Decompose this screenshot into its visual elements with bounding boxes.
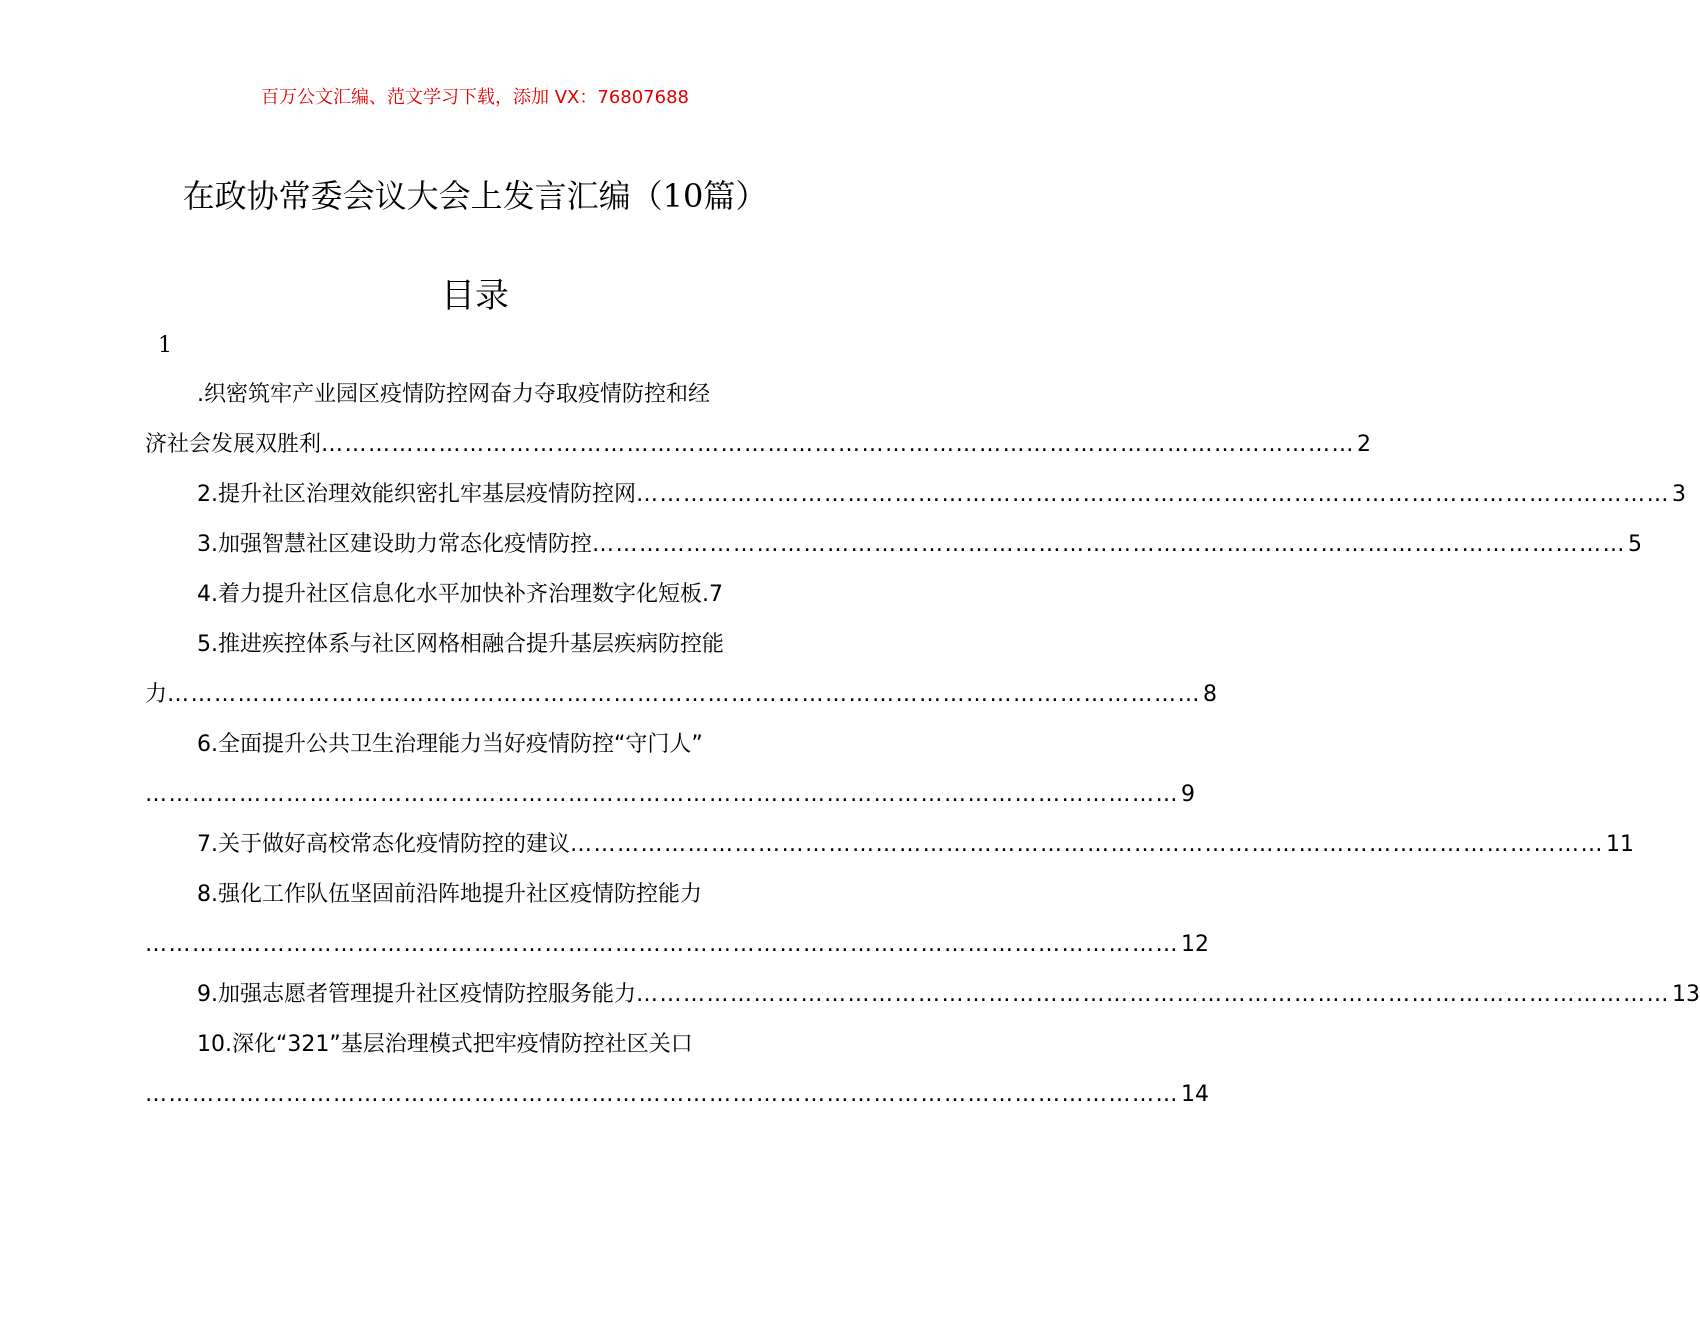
toc-entry-2[interactable] bbox=[145, 470, 1686, 520]
toc-entry-5-line-1[interactable]: 5.推进疾控体系与社区网格相融合提升基层疾病防控能 bbox=[197, 632, 724, 657]
title-count: 10 bbox=[662, 177, 704, 215]
toc-heading: 目录 bbox=[441, 276, 509, 316]
dot-leader: …………………………………………………………………………………………………………………… bbox=[636, 482, 1670, 507]
toc-entry-1-line-2[interactable] bbox=[145, 420, 1372, 470]
toc-entry-9[interactable] bbox=[145, 970, 1700, 1020]
toc-entry-7[interactable] bbox=[145, 820, 1634, 870]
toc-page-number: 13 bbox=[1672, 982, 1700, 1007]
toc-page-number: 14 bbox=[1181, 1082, 1209, 1107]
toc-entry-1-line-1[interactable]: .织密筑牢产业园区疫情防控网奋力夺取疫情防控和经 bbox=[197, 382, 710, 407]
toc-entry-6-line-2[interactable] bbox=[145, 770, 1195, 820]
toc-entry-10-line-2[interactable] bbox=[145, 1070, 1209, 1120]
title-prefix: 在政协常委会议大会上发言汇编（ bbox=[182, 177, 663, 215]
toc-page-number: 11 bbox=[1606, 832, 1634, 857]
header-watermark-note: 百万公文汇编、范文学习下载，添加 VX：76807688 bbox=[261, 87, 689, 108]
toc-entry-6-line-1[interactable]: 6.全面提升公共卫生治理能力当好疫情防控“守门人” bbox=[197, 732, 703, 757]
toc-entry-text: 力 bbox=[145, 682, 168, 707]
dot-leader: …………………………………………………………………………………………………………………… bbox=[167, 682, 1202, 707]
toc-entry-8-line-2[interactable] bbox=[145, 920, 1209, 970]
dot-leader: …………………………………………………………………………………………………………………… bbox=[321, 432, 1356, 457]
toc-entry-10-line-1[interactable]: 10.深化“321”基层治理模式把牢疫情防控社区关口 bbox=[197, 1032, 693, 1057]
toc-entry-text: 9.加强志愿者管理提升社区疫情防控服务能力 bbox=[197, 982, 636, 1007]
toc-entry-text: 2.提升社区治理效能织密扎牢基层疫情防控网 bbox=[197, 482, 636, 507]
toc-entry-3[interactable] bbox=[145, 520, 1642, 570]
toc-page-number: 8 bbox=[1203, 682, 1218, 707]
dot-leader: …………………………………………………………………………………………………………………… bbox=[145, 932, 1179, 957]
toc-entry-text: 7.关于做好高校常态化疫情防控的建议 bbox=[197, 832, 570, 857]
dot-leader: …………………………………………………………………………………………………………………… bbox=[636, 982, 1670, 1007]
toc-page-number: 9 bbox=[1181, 782, 1195, 807]
toc-entry-8-line-1[interactable]: 8.强化工作队伍坚固前沿阵地提升社区疫情防控能力 bbox=[197, 882, 702, 907]
dot-leader: …………………………………………………………………………………………………………………… bbox=[145, 782, 1179, 807]
toc-page-number: 5 bbox=[1628, 532, 1642, 557]
title-suffix: 篇） bbox=[703, 177, 768, 215]
toc-page-number: 2 bbox=[1357, 432, 1372, 457]
dot-leader: …………………………………………………………………………………………………………………… bbox=[145, 1082, 1179, 1107]
toc-entry-4[interactable]: 4.着力提升社区信息化水平加快补齐治理数字化短板.7 bbox=[197, 582, 723, 607]
toc-entry-text: 3.加强智慧社区建设助力常态化疫情防控 bbox=[197, 532, 592, 557]
document-title bbox=[0, 170, 950, 222]
table-of-contents bbox=[145, 370, 1700, 1120]
toc-entry-5-line-2[interactable] bbox=[145, 670, 1218, 720]
dot-leader: …………………………………………………………………………………………………………………… bbox=[592, 532, 1626, 557]
stray-number: 1 bbox=[158, 333, 172, 358]
toc-entry-text: 济社会发展双胜利 bbox=[145, 432, 322, 457]
dot-leader: …………………………………………………………………………………………………………………… bbox=[570, 832, 1604, 857]
toc-page-number: 3 bbox=[1672, 482, 1686, 507]
toc-page-number: 12 bbox=[1181, 932, 1209, 957]
